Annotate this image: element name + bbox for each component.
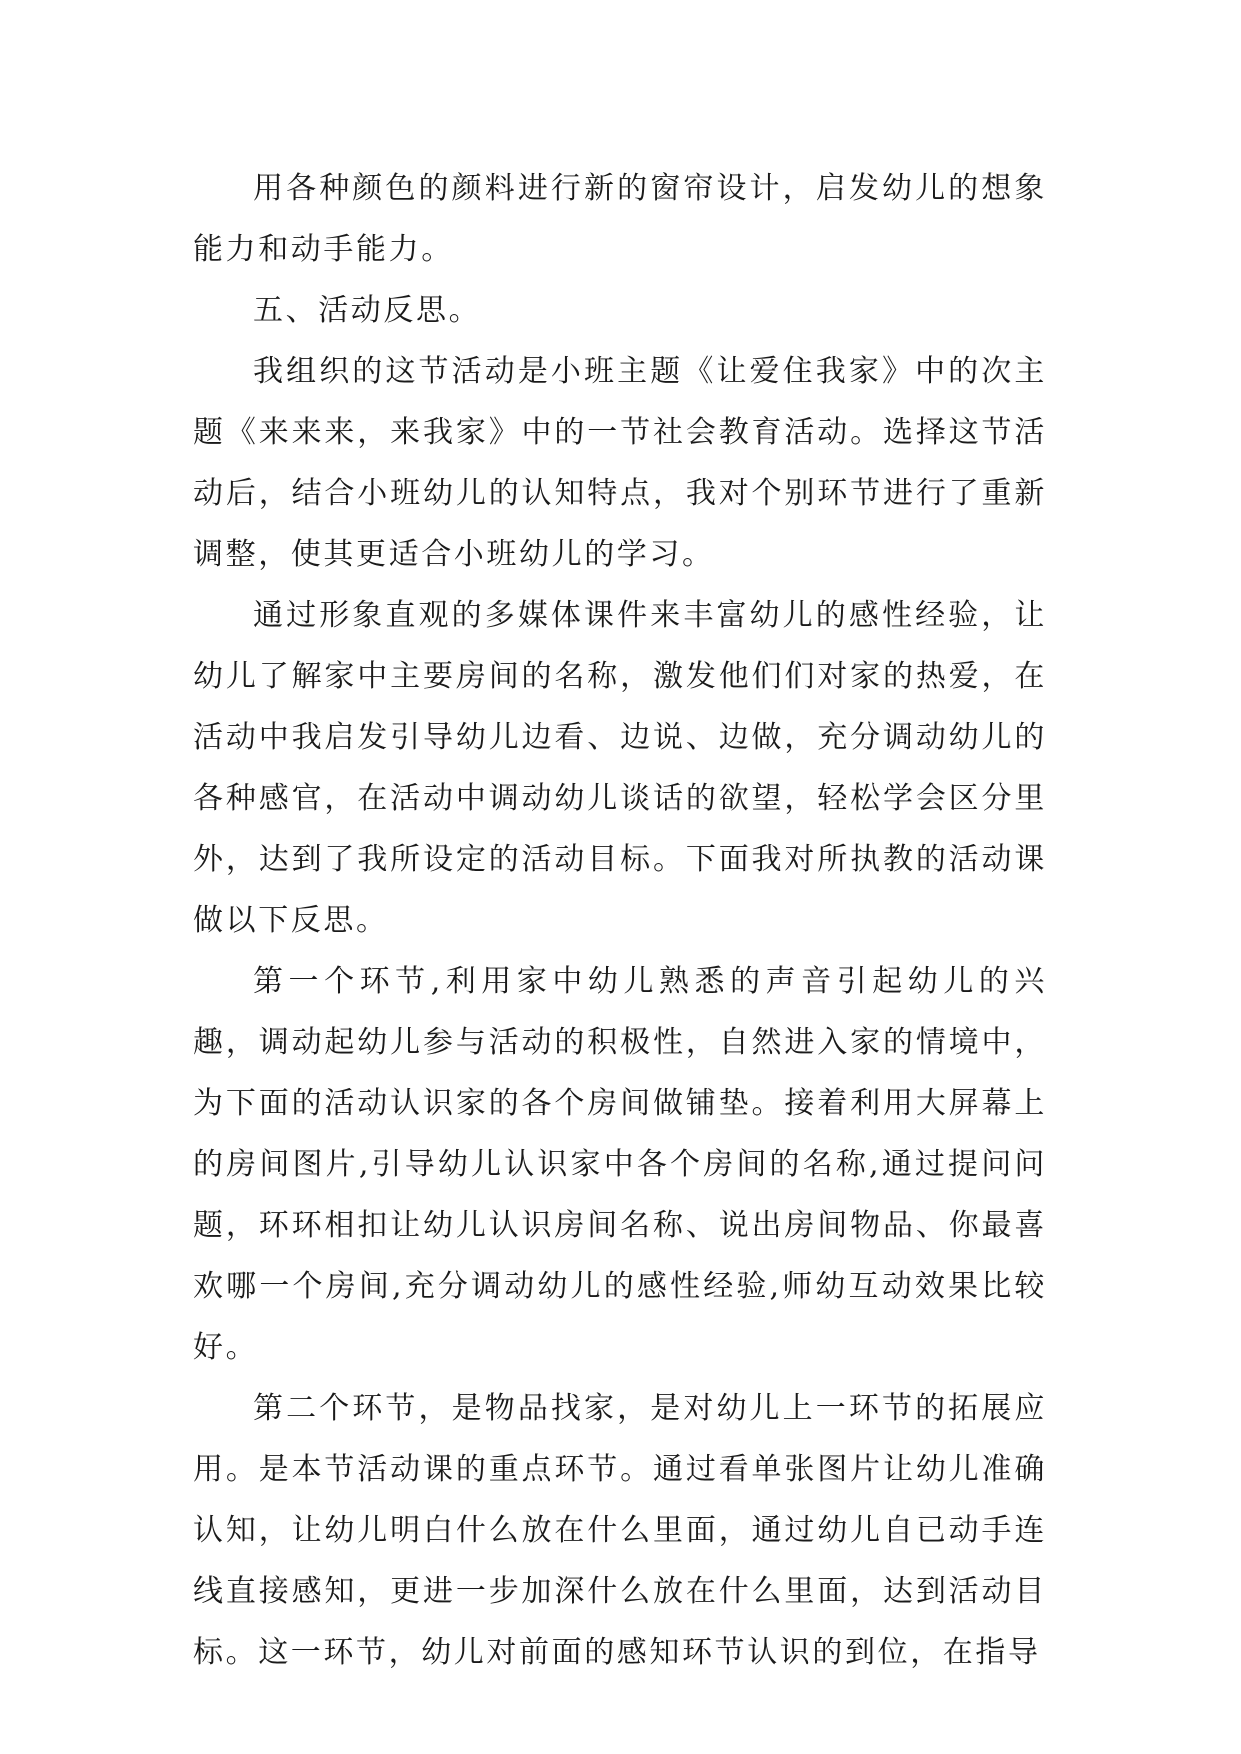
section-heading-reflection: 五、活动反思。 [253,293,482,328]
paragraph-design-ability: 用各种颜色的颜料进行新的窗帘设计，启发幼儿的想象能力和动手能力。 [193,171,1047,267]
document-body [193,158,1047,1683]
paragraph-activity-intro: 我组织的这节活动是小班主题《让爱住我家》中的次主题《来来来，来我家》中的一节社会教育活动。选择这节活动后，结合小班幼儿的认知特点，我对个别环节进行了重新调整，使其更适合小班幼儿的学习。 [193,354,1047,572]
paragraph-first-stage: 第一个环节,利用家中幼儿熟悉的声音引起幼儿的兴趣，调动起幼儿参与活动的积极性，自然进入家的情境中，为下面的活动认识家的各个房间做铺垫。接着利用大屏幕上的房间图片,引导幼儿认识家中各个房间的名称,通过提问问题，环环相扣让幼儿认识房间名称、说出房间物品、你最喜欢哪一个房间,充分调动幼儿的感性经验,师幼互动效果比较好。 [193,964,1047,1365]
paragraph-multimedia: 通过形象直观的多媒体课件来丰富幼儿的感性经验，让幼儿了解家中主要房间的名称，激发他们们对家的热爱，在活动中我启发引导幼儿边看、边说、边做，充分调动幼儿的各种感官，在活动中调动幼儿谈话的欲望，轻松学会区分里外，达到了我所设定的活动目标。下面我对所执教的活动课做以下反思。 [193,598,1047,938]
paragraph-second-stage: 第二个环节，是物品找家，是对幼儿上一环节的拓展应用。是本节活动课的重点环节。通过看单张图片让幼儿准确认知，让幼儿明白什么放在什么里面，通过幼儿自已动手连线直接感知，更进一步加深什么放在什么里面，达到活动目标。这一环节，幼儿对前面的感知环节认识的到位，在指导 [193,1391,1047,1670]
